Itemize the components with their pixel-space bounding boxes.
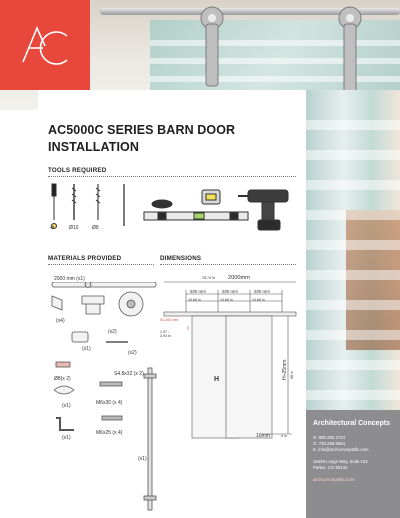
guide-icon <box>72 332 88 342</box>
page-title <box>48 122 298 156</box>
bottom-gap-in: .4 in <box>280 434 287 438</box>
rail-label: 2000 mm (x1) <box>54 276 85 282</box>
hex-key-icon <box>54 386 74 394</box>
side-photo <box>306 90 400 410</box>
title-line-2: INSTALLATION <box>48 140 140 154</box>
contact-panel <box>306 410 400 518</box>
address-2: Parker, CO 80134 <box>313 465 348 470</box>
anchor-icon <box>56 362 70 367</box>
brand-logo <box>0 0 90 90</box>
dim-left-mm: 51-100 mm <box>160 318 179 322</box>
qty-hex-key: (x1) <box>62 403 71 409</box>
qty-stopper: (x4) <box>56 318 65 324</box>
address-1: 18409 Longs Way, Suite 102 <box>313 459 368 464</box>
dim-left-in: 1.97 - 3.94 in <box>160 330 171 338</box>
dim-total-mm: 2000mm <box>228 275 250 281</box>
height-plus-in: .98 in <box>290 371 294 380</box>
tools-illustration <box>48 182 298 234</box>
dimensions-heading: DIMENSIONS <box>160 255 202 262</box>
qty-anchor: Ø8(x 2) <box>54 376 71 382</box>
tools-heading: TOOLS REQUIRED <box>48 167 107 174</box>
height-plus-label: H+25mm <box>282 359 288 380</box>
main-panel <box>38 90 306 518</box>
tool-label-10: Ø10 <box>69 225 79 231</box>
bolt-icon <box>102 416 122 420</box>
divider <box>48 176 296 177</box>
divider <box>48 264 154 265</box>
ac-logo-icon <box>15 20 75 70</box>
qty-roller: (x2) <box>128 350 137 356</box>
tape-icon <box>152 200 172 208</box>
door-height-label: H <box>214 376 220 383</box>
materials-heading: MATERIALS PROVIDED <box>48 255 122 262</box>
dim-seg-1-mm: 500 mm <box>190 289 206 294</box>
screwdriver-glyph: ⊕ <box>50 225 55 231</box>
tool-label-8: Ø8 <box>92 225 99 231</box>
website-link[interactable]: archconceptsllc.com <box>313 477 355 482</box>
dim-seg-2-mm: 500 mm <box>222 289 238 294</box>
rail-icon <box>52 282 156 287</box>
qty-bolt-m6x30: M6x30 (x 4) <box>96 400 123 406</box>
dim-seg-3-mm: 500 mm <box>254 289 270 294</box>
screwdriver-icon <box>52 184 56 196</box>
dim-seg-2-in: 19.68 in <box>220 298 233 302</box>
phone-1: O. 800.260.2724 <box>313 435 346 440</box>
wood-panel <box>346 210 400 350</box>
bracket-icon <box>82 296 104 314</box>
qty-allen-key: (x1) <box>62 435 71 441</box>
qty-bolt-m6x25: M6x25 (x 4) <box>96 430 123 436</box>
divider <box>160 264 296 265</box>
email: E. info@archconceptsllc.com <box>313 447 369 452</box>
dim-seg-3-in: 19.68 in <box>252 298 265 302</box>
bolt-icon <box>100 382 122 386</box>
power-drill-icon <box>248 190 288 202</box>
allen-key-icon <box>56 418 74 430</box>
bottom-gap-mm: 10mm <box>256 433 270 439</box>
stopper-icon <box>52 296 62 310</box>
company-name: Architectural Concepts <box>313 420 391 427</box>
dim-seg-1-in: 19.68 in <box>188 298 201 302</box>
qty-bracket: (x2) <box>108 329 117 335</box>
qty-handle: (x1) <box>138 456 147 462</box>
handle-icon <box>148 368 152 510</box>
door-panel-right <box>226 316 272 438</box>
qty-screw: S4.8x32 (x 2) <box>114 371 144 377</box>
phone-2: O. 720.259.5964 <box>313 441 346 446</box>
title-line-1: AC5000C SERIES BARN DOOR <box>48 123 236 137</box>
dim-total-in: 78.74 in <box>202 276 215 280</box>
qty-guide: (x1) <box>82 346 91 352</box>
